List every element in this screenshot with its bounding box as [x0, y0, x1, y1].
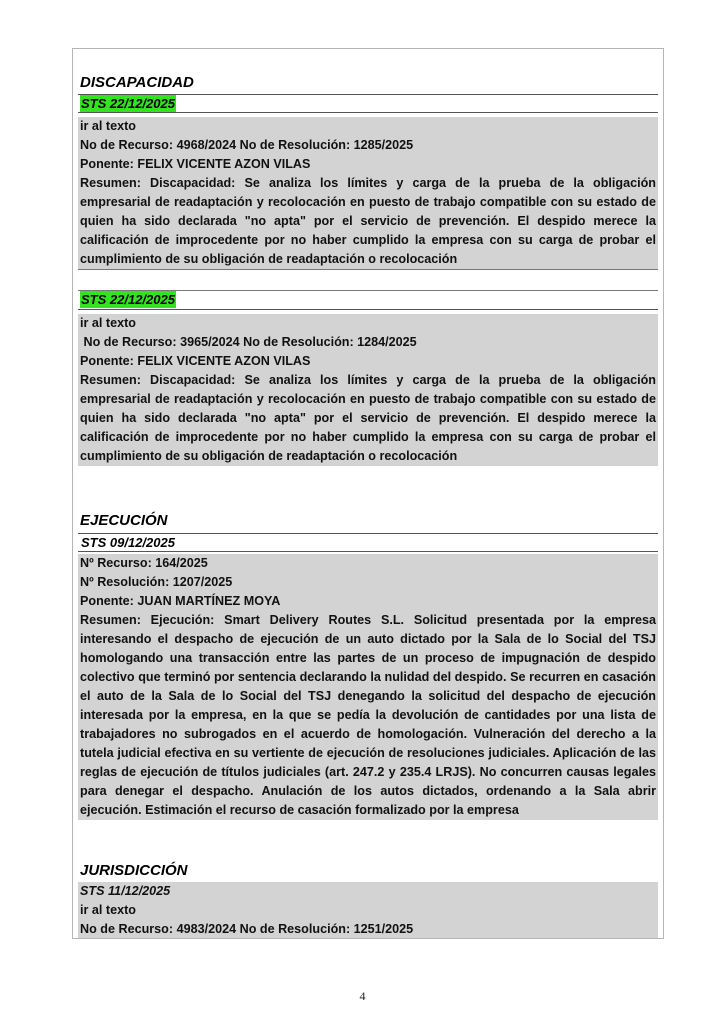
date-bar: [78, 94, 658, 113]
ir-al-texto-link[interactable]: ir al texto: [80, 316, 136, 330]
entry-content: [78, 882, 658, 938]
recurso-line: Nº Recurso: 164/2025: [80, 556, 208, 570]
recurso-line: No de Recurso: 4983/2024 No de Resolución: 1251/2025: [80, 922, 414, 936]
entry-content: [78, 554, 658, 820]
date-bar: [78, 291, 658, 310]
page-number: 4: [359, 989, 366, 1003]
section-title-ejecucion: EJECUCIÓN: [80, 512, 168, 529]
resumen-text: Resumen: Ejecución: Smart Delivery Routes S.L. Solicitud presentada por la empresa interesando el despacho de ejecución de un auto dictado por la Sala de lo Social del TSJ homologando una transacción entre las partes de un proceso de impugnación de despido colectivo que terminó por sentencia declarando la nulidad del despido. Se recurren en casación el auto de la Sala de lo Social del TSJ denegando la solicitud del despacho de ejecución interesada por la empresa, en la que se pedía la devolución de cantidades por una lista de trabajadores no subrogados en el acuerdo de homologación. Vulneración del derecho a la tutela judicial efectiva en su vertiente de ejecución de resoluciones judiciales. Aplicación de las reglas de ejecución de títulos judiciales (art. 247.2 y 235.4 LRJS). No concurren causas legales para denegar el despacho. Anulación de los autos dictados, ordenando a la Sala abrir ejecución. Estimación el recurso de casación formalizado por la empresa: [80, 613, 656, 817]
entry-date: STS 22/12/2025: [81, 292, 175, 307]
section-title-jurisdiccion: JURISDICCIÓN: [80, 862, 188, 879]
entry-date: STS 11/12/2025: [80, 884, 171, 898]
resumen-text: Resumen: Discapacidad: Se analiza los límites y carga de la prueba de la obligación empresarial de readaptación y recolocación en puesto de trabajo compatible con su estado de quien ha sido declarada "no apta" por el servicio de prevención. El despido merece la calificación de improcedente por no haber cumplido la empresa con su carga de probar el cumplimiento de su obligación de readaptación o recolocación: [80, 176, 656, 266]
recurso-line: No de Recurso: 3965/2024 No de Resolución: 1284/2025: [80, 335, 417, 349]
divider: [78, 269, 658, 270]
ir-al-texto-link[interactable]: ir al texto: [80, 119, 136, 133]
section-title-discapacidad: DISCAPACIDAD: [80, 74, 194, 91]
date-bar: [78, 533, 658, 552]
ponente-line: Ponente: FELIX VICENTE AZON VILAS: [80, 157, 311, 171]
resumen-text: Resumen: Discapacidad: Se analiza los límites y carga de la prueba de la obligación empresarial de readaptación y recolocación en puesto de trabajo compatible con su estado de quien ha sido declarada "no apta" por el servicio de prevención. El despido merece la calificación de improcedente por no haber cumplido la empresa con su carga de probar el cumplimiento de su obligación de readaptación o recolocación: [80, 373, 656, 463]
entry-date: STS 22/12/2025: [81, 96, 175, 111]
entry-date: STS 09/12/2025: [81, 535, 175, 550]
ponente-line: Ponente: FELIX VICENTE AZON VILAS: [80, 354, 311, 368]
entry-content: [78, 314, 658, 466]
ir-al-texto-link[interactable]: ir al texto: [80, 903, 136, 917]
ponente-line: Ponente: JUAN MARTÍNEZ MOYA: [80, 594, 281, 608]
entry-content: [78, 117, 658, 269]
resolucion-line: Nº Resolución: 1207/2025: [80, 575, 233, 589]
recurso-line: No de Recurso: 4968/2024 No de Resolución: 1285/2025: [80, 138, 414, 152]
